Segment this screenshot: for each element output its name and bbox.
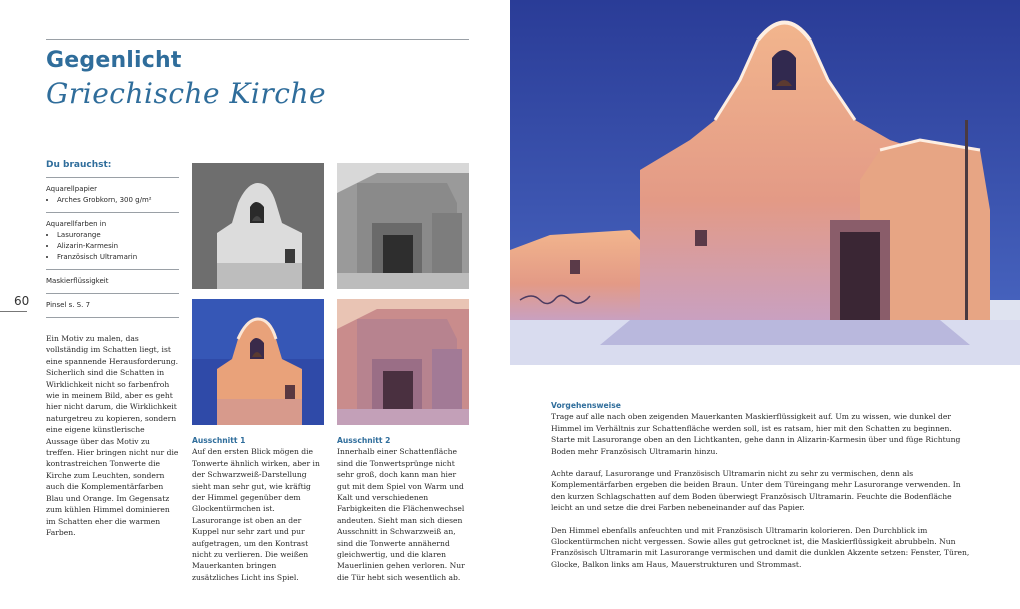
materials-mask [46, 270, 179, 294]
color-item: • Französisch Ultramarin [57, 252, 179, 263]
page-number: 60 [14, 294, 30, 308]
materials-brush [46, 294, 179, 318]
detail1-caption: Ausschnitt 1 [192, 436, 246, 445]
detail2-caption: Ausschnitt 2 [337, 436, 391, 445]
page-title: Gegenlicht [46, 48, 182, 73]
paper-item: • Arches Grobkorn, 300 g/m² [57, 195, 179, 206]
detail1-text: Auf den ersten Blick mögen die Tonwerte ähnlich wirken, aber in der Schwarzweiß-Darstellung sieht man sehr gut, wie kräftig der Himmel gegenüber dem Glockentürmchen ist. Lasurorange ist oben an der Kuppel nur sehr zart und pur aufgetragen, um den Kontrast nicht zu verlieren. Die weißen Mauerkanten bringen zusätzliches Licht ins Spiel. [192, 447, 320, 582]
mask-label: Maskierflüssigkeit [46, 277, 109, 285]
intro-text: Ein Motiv zu malen, das vollständig im Schatten liegt, ist eine spannende Herausforderung. Sicherlich sind die Schatten in Wirklichkeit nicht so farbenfroh wie in meinem Bild, aber es geht hier nicht darum, die Wirklichkeit naturgetreu zu kopieren, sondern eine eigene künstlerische Aussage über das Motiv zu treffen. Hier bringen nicht nur die kontrastreichen Tonwerte die Kirche zum Leuchten, sondern auch die Komplementärfarben Blau und Orange. Im Gegensatz zum kühlen Himmel dominieren im Schatten eher die warmen Farben. [46, 334, 179, 537]
page-subtitle: Griechische Kirche [46, 77, 327, 110]
detail1-section [192, 435, 324, 583]
church-painting [510, 0, 1020, 365]
procedure-paragraph-1: Trage auf alle nach oben zeigenden Mauerkanten Maskierflüssigkeit auf. Um zu wissen, wie dunkel der Himmel im Verhältnis zur Schattenfläche werden soll, ist es ratsam, hier mit den Schatten zu beginnen. Starte mit Lasurorange oben an den Lichtkanten, gehe dann in Alizarin-Karmesin über und füge Richtung Boden mehr Französisch Ultramarin hinzu. [551, 412, 961, 456]
materials-heading: Du brauchst: [46, 160, 179, 178]
detail1-color-image [192, 299, 324, 425]
detail2-grayscale-image [337, 163, 469, 289]
detail1-grayscale-image [192, 163, 324, 289]
materials-list [46, 160, 179, 318]
detail2-text: Innerhalb einer Schattenfläche sind die Tonwertsprünge nicht sehr groß, doch kann man hier gut mit dem Spiel von Warm und Kalt und verschiedenen Farbigkeiten die Flächenwechsel andeuten. Sieht man sich diesen Ausschnitt in Schwarzweiß an, sind die Tonwerte annähernd gleichwertig, und die klaren Mauerlinien gehen verloren. Nur die Tür hebt sich wesentlich ab. [337, 447, 465, 582]
paper-label: Aquarellpapier [46, 185, 98, 193]
procedure-heading: Vorgehensweise [551, 401, 621, 410]
materials-colors [46, 213, 179, 270]
color-item: • Lasurorange [57, 230, 179, 241]
top-rule [46, 39, 469, 40]
detail2-section [337, 435, 469, 583]
page-number-rule [0, 311, 27, 312]
color-item: • Alizarin-Karmesin [57, 241, 179, 252]
detail2-color-image [337, 299, 469, 425]
materials-paper [46, 178, 179, 213]
colors-label: Aquarellfarben in [46, 220, 107, 228]
procedure-paragraph-2: Achte darauf, Lasurorange und Französisch Ultramarin nicht zu sehr zu vermischen, denn als Komplementärfarben ergeben die beiden Braun. Unter dem Türeingang mehr Lasurorange verwenden. In den kurzen Schlagschatten auf dem Boden überwiegt Französisch Ultramarin. Feuchte die Bodenfläche leicht an und setze die drei Farben nebeneinander auf das Papier. [551, 469, 961, 513]
brush-label: Pinsel s. S. 7 [46, 301, 91, 309]
procedure-paragraph-3: Den Himmel ebenfalls anfeuchten und mit Französisch Ultramarin kolorieren. Den Durchblick im Glockentürmchen nicht vergessen. Sowie alles gut getrocknet ist, die Maskierflüssigkeit abrubbeln. Nun Französisch Ultramarin mit Lasurorange vermischen und damit die dunklen Akzente setzen: Fenster, Türen, Glocke, Balkon links am Haus, Mauerstrukturen und Strommast. [551, 525, 970, 569]
procedure-section [551, 400, 971, 581]
